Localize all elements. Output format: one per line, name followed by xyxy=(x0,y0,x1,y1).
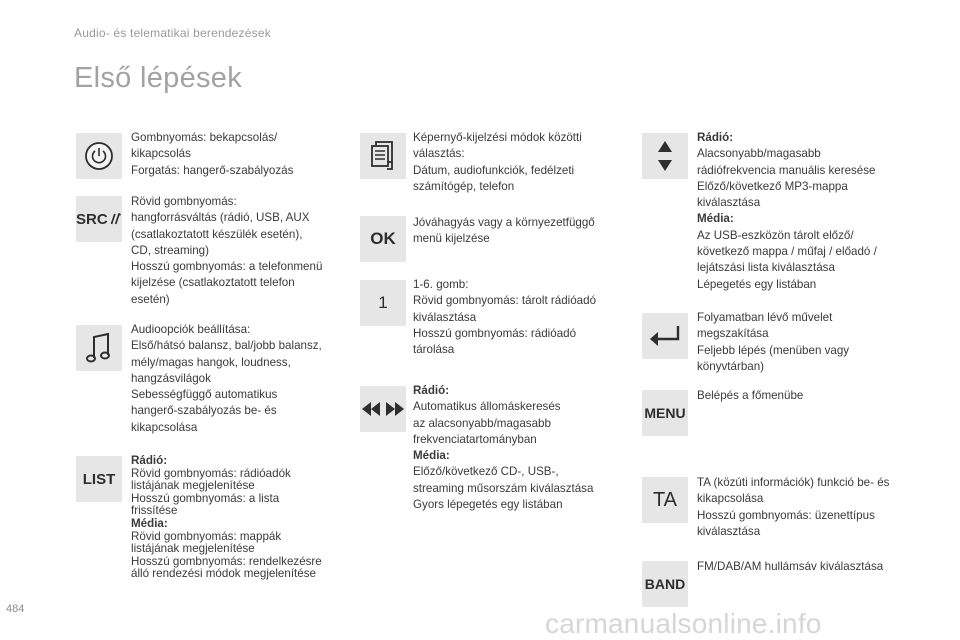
list-text-line: listájának megjelenítése xyxy=(131,542,255,556)
audio-text-line: kikapcsolása xyxy=(131,420,198,434)
audio-description xyxy=(131,322,322,436)
ok-text-line: menü kijelzése xyxy=(413,232,490,246)
up-down-text-line: rádiófrekvencia manuális keresése xyxy=(697,163,876,177)
preset-text-line: Rövid gombnyomás: tárolt rádióadó xyxy=(413,294,597,308)
src-text-line: hangforrásváltás (rádió, USB, AUX xyxy=(131,211,310,225)
up-down-text-line: kiválasztása xyxy=(697,196,761,210)
ok-text-line: Jóváhagyás vagy a környezetfüggő xyxy=(413,216,595,229)
page-number: 484 xyxy=(6,603,25,615)
src-icon-label: SRC xyxy=(76,210,108,228)
audio-settings-button-icon xyxy=(76,325,122,371)
up-down-description xyxy=(697,130,877,293)
src-text-line: CD, streaming) xyxy=(131,243,209,257)
audio-text-line: Első/hátsó balansz, bal/jobb balansz, xyxy=(131,339,322,353)
preset-text-line: 1-6. gomb: xyxy=(413,278,469,291)
menu-text-line: Belépés a főmenübe xyxy=(697,389,804,402)
src-text-line: (csatlakoztatott készülék esetén), xyxy=(131,227,303,241)
list-text-line: frissítése xyxy=(131,504,178,518)
seek-description xyxy=(413,383,593,513)
ta-icon-label: TA xyxy=(652,488,678,511)
preset-button-icon xyxy=(360,280,406,326)
audio-text-line: hangerő-szabályozás be- és xyxy=(131,404,277,418)
back-description xyxy=(697,310,849,375)
seek-button-icon xyxy=(360,386,406,432)
audio-text-line: Audioopciók beállítása: xyxy=(131,323,251,336)
seek-text-line: az alacsonyabb/magasabb xyxy=(413,416,551,430)
power-button-icon xyxy=(76,133,122,179)
preset-text-line: kiválasztása xyxy=(413,310,477,324)
seek-media-heading: Média: xyxy=(413,449,450,463)
power-text-line: Forgatás: hangerő-szabályozás xyxy=(131,163,294,177)
src-text-line: esetén) xyxy=(131,292,170,306)
up-down-text-line: Előző/következő MP3-mappa xyxy=(697,179,848,193)
audio-text-line: mély/magas hangok, loudness, xyxy=(131,355,291,369)
list-text-line: Hosszú gombnyomás: a lista xyxy=(131,491,280,505)
src-text-line: Rövid gombnyomás: xyxy=(131,195,237,208)
seek-text-line: Gyors lépegetés egy listában xyxy=(413,498,563,512)
back-text-line: megszakítása xyxy=(697,327,769,341)
src-description xyxy=(131,194,322,308)
page-title: Első lépések xyxy=(74,62,243,94)
power-text-line: kikapcsolás xyxy=(131,147,191,161)
audio-text-line: hangzásvilágok xyxy=(131,371,211,385)
up-down-button-icon xyxy=(642,133,688,179)
list-button-icon xyxy=(76,456,122,502)
ok-button-icon xyxy=(360,216,406,262)
back-text-line: Folyamatban lévő művelet xyxy=(697,311,833,324)
back-text-line: könyvtárban) xyxy=(697,359,765,373)
list-text-line: Rövid gombnyomás: mappák xyxy=(131,529,282,543)
menu-icon-label: MENU xyxy=(644,405,686,421)
screen-text-line: Dátum, audiofunkciók, fedélzeti xyxy=(413,163,575,177)
ta-text-line: kikapcsolása xyxy=(697,492,764,506)
up-down-text-line: Lépegetés egy listában xyxy=(697,277,817,291)
running-header: Audio- és telematikai berendezések xyxy=(74,26,271,40)
list-text-line: Hosszú gombnyomás: rendelkezésre xyxy=(131,554,322,568)
src-text-line: Hosszú gombnyomás: a telefonmenü xyxy=(131,260,323,274)
up-down-media-heading: Média: xyxy=(697,212,734,226)
src-telephone-button-icon xyxy=(76,196,122,242)
screen-text-line: számítógép, telefon xyxy=(413,179,515,193)
up-down-text-line: Alacsonyabb/magasabb xyxy=(697,147,821,161)
telephone-handset-icon xyxy=(109,210,122,228)
power-icon xyxy=(84,141,114,171)
ta-text-line: TA (közúti információk) funkció be- és xyxy=(697,476,890,489)
preset-icon-label: 1 xyxy=(378,293,388,312)
seek-text-line: streaming műsorszám kiválasztása xyxy=(413,481,594,495)
menu-button-icon xyxy=(642,390,688,436)
ta-button-icon xyxy=(642,477,688,523)
ok-description xyxy=(413,215,595,248)
band-description xyxy=(697,559,883,575)
preset-text-line: tárolása xyxy=(413,343,455,357)
list-text-line: listájának megjelenítése xyxy=(131,479,255,493)
seek-arrows-icon xyxy=(362,401,404,417)
power-text-line: Gombnyomás: bekapcsolás/ xyxy=(131,131,278,144)
stacked-pages-icon xyxy=(368,140,398,172)
preset-description xyxy=(413,277,596,358)
src-text-line: kijelzése (csatlakoztatott telefon xyxy=(131,276,295,290)
back-button-icon xyxy=(642,313,688,359)
seek-text-line: Automatikus állomáskeresés xyxy=(413,400,561,414)
list-media-heading: Média: xyxy=(131,516,168,530)
watermark: carmanualsonline.info xyxy=(545,608,822,639)
preset-text-line: Hosszú gombnyomás: rádióadó xyxy=(413,326,577,340)
list-description xyxy=(131,455,322,581)
return-arrow-icon xyxy=(649,325,681,347)
audio-text-line: Sebességfüggő automatikus xyxy=(131,388,278,402)
back-text-line: Feljebb lépés (menüben vagy xyxy=(697,343,850,357)
up-down-text-line: lejátszási lista kiválasztása xyxy=(697,261,835,275)
up-down-text-line: következő mappa / műfaj / előadó / xyxy=(697,245,877,259)
screen-text-line: választás: xyxy=(413,147,465,161)
list-radio-heading: Rádió: xyxy=(131,454,168,467)
up-down-radio-heading: Rádió: xyxy=(697,131,734,144)
list-icon-label: LIST xyxy=(82,470,116,488)
screen-text-line: Képernyő-kijelzési módok közötti xyxy=(413,131,582,144)
menu-description xyxy=(697,388,803,404)
list-text-line: Rövid gombnyomás: rádióadók xyxy=(131,466,291,480)
seek-text-line: Előző/következő CD-, USB-, xyxy=(413,465,559,479)
list-text-line: álló rendezési módok megjelenítése xyxy=(131,567,316,581)
ta-text-line: kiválasztása xyxy=(697,524,761,538)
band-button-icon xyxy=(642,561,688,607)
music-note-icon xyxy=(86,331,112,365)
band-icon-label: BAND xyxy=(644,576,686,592)
screen-description xyxy=(413,130,582,195)
power-description xyxy=(131,130,293,179)
screen-mode-button-icon xyxy=(360,133,406,179)
band-text-line: FM/DAB/AM hullámsáv kiválasztása xyxy=(697,560,884,573)
up-down-text-line: Az USB-eszközön tárolt előző/ xyxy=(697,228,854,242)
ta-text-line: Hosszú gombnyomás: üzenettípus xyxy=(697,508,875,522)
up-down-arrows-icon xyxy=(657,139,673,173)
ta-description xyxy=(697,475,889,540)
seek-radio-heading: Rádió: xyxy=(413,384,450,397)
seek-text-line: frekvenciatartományban xyxy=(413,432,537,446)
ok-icon-label: OK xyxy=(370,229,396,248)
